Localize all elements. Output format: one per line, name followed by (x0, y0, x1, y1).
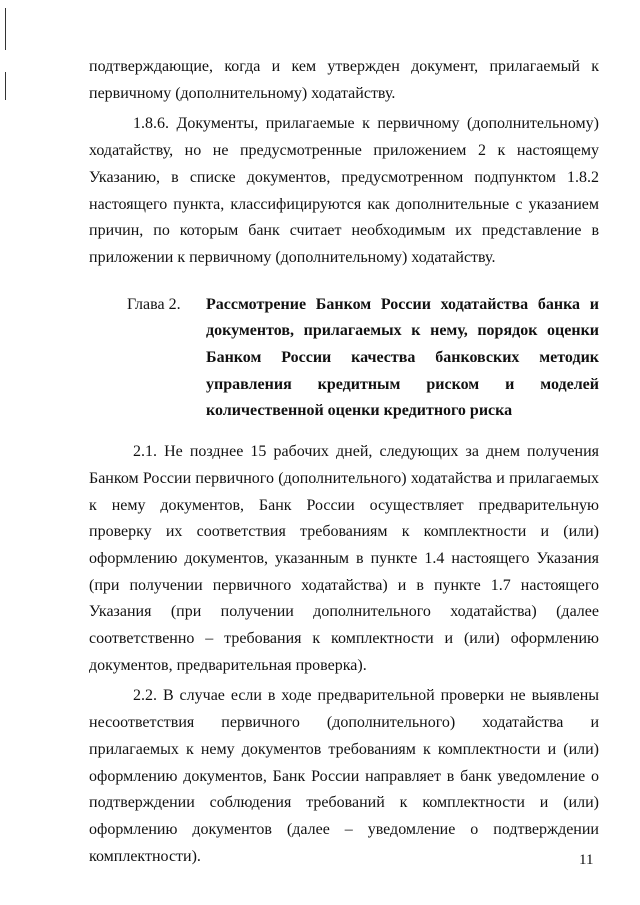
chapter-label: Глава 2. (127, 295, 181, 313)
chapter-title: Рассмотрение Банком России ходатайства банка и документов, прилагаемых к нему, порядок оценки Банком России качества банковских методик управления кредитным риском и моделей количественной оценки кредитного риска (206, 295, 599, 420)
margin-binding-mark (5, 72, 6, 100)
chapter-heading (89, 292, 599, 426)
continuation-paragraph: подтверждающие, когда и кем утвержден документ, прилагаемый к первичному (дополнительному) ходатайству. (89, 58, 599, 102)
document-page (89, 54, 599, 870)
page-number: 11 (579, 852, 594, 868)
paragraph-2-1: 2.1. Не позднее 15 рабочих дней, следующих за днем получения Банком России первичного (дополнительного) ходатайства и прилагаемых к нему документов, Банк России осуществляет предварительную проверку их соответствия требованиям к комплектности и (или) оформлению документов, указанным в пункте 1.4 настоящего Указания (при получении первичного ходатайства) и в пункте 1.7 настоящего Указания (при получении дополнительного ходатайства) (далее соответственно – требования к комплектности и (или) оформлению документов, предварительная проверка). (89, 443, 599, 674)
margin-binding-mark (5, 8, 6, 50)
paragraph-2-2: 2.2. В случае если в ходе предварительной проверки не выявлены несоответствия первичного (дополнительного) ходатайства и прилагаемых к нему документов требованиям к комплектности и (или) оформлению документов, Банк России направляет в банк уведомление о подтверждении соблюдения требований к комплектности и (или) оформлению документов (далее – уведомление о подтверждении комплектности). (89, 687, 599, 865)
paragraph-1-8-6: 1.8.6. Документы, прилагаемые к первичному (дополнительному) ходатайству, но не предусмотренные приложением 2 к настоящему Указанию, в списке документов, предусмотренном подпунктом 1.8.2 настоящего пункта, классифицируются как дополнительные с указанием причин, по которым банк считает необходимым их представление в приложении к первичному (дополнительному) ходатайству. (89, 115, 599, 266)
